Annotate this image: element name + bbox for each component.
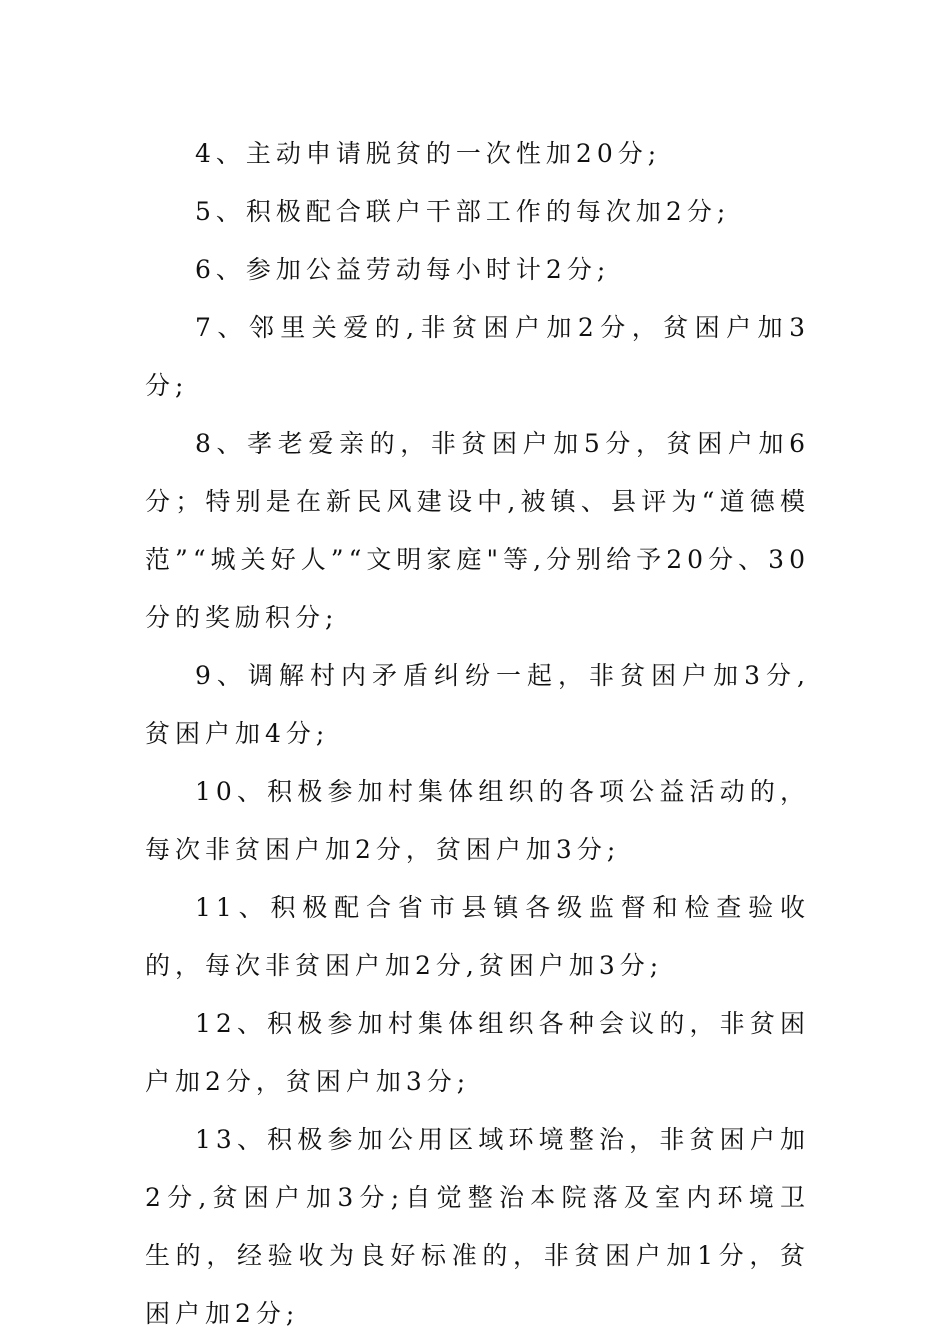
- rule-item-6: 6、参加公益劳动每小时计2分;: [195, 255, 611, 284]
- rule-item-4: 4、主动申请脱贫的一次性加20分;: [195, 139, 662, 168]
- rule-item-11: 11、积极配合省市县镇各级监督和检查验收的，每次非贫困户加2分,贫困户加3分;: [145, 893, 810, 980]
- rule-item-12: 12、积极参加村集体组织各种会议的，非贫困户加2分，贫困户加3分;: [145, 1009, 810, 1096]
- rule-item-10: 10、积极参加村集体组织的各项公益活动的，每次非贫困户加2分，贫困户加3分;: [145, 777, 810, 864]
- rule-item-13: 13、积极参加公用区域环境整治，非贫困户加2分,贫困户加3分;自觉整治本院落及室内环境卫生的，经验收为良好标准的，非贫困户加1分，贫困户加2分;: [145, 1125, 810, 1328]
- document-body: [145, 125, 810, 1343]
- rule-item-9: 9、调解村内矛盾纠纷一起，非贫困户加3分,贫困户加4分;: [145, 661, 810, 748]
- rule-item-7: 7、邻里关爱的,非贫困户加2分，贫困户加3分;: [145, 313, 810, 400]
- rule-item-8: 8、孝老爱亲的，非贫困户加5分，贫困户加6分；特别是在新民风建设中,被镇、县评为“道德模范”“城关好人”“文明家庭"等,分别给予20分、30分的奖励积分;: [145, 429, 810, 632]
- rule-item-5: 5、积极配合联户干部工作的每次加2分;: [195, 197, 731, 226]
